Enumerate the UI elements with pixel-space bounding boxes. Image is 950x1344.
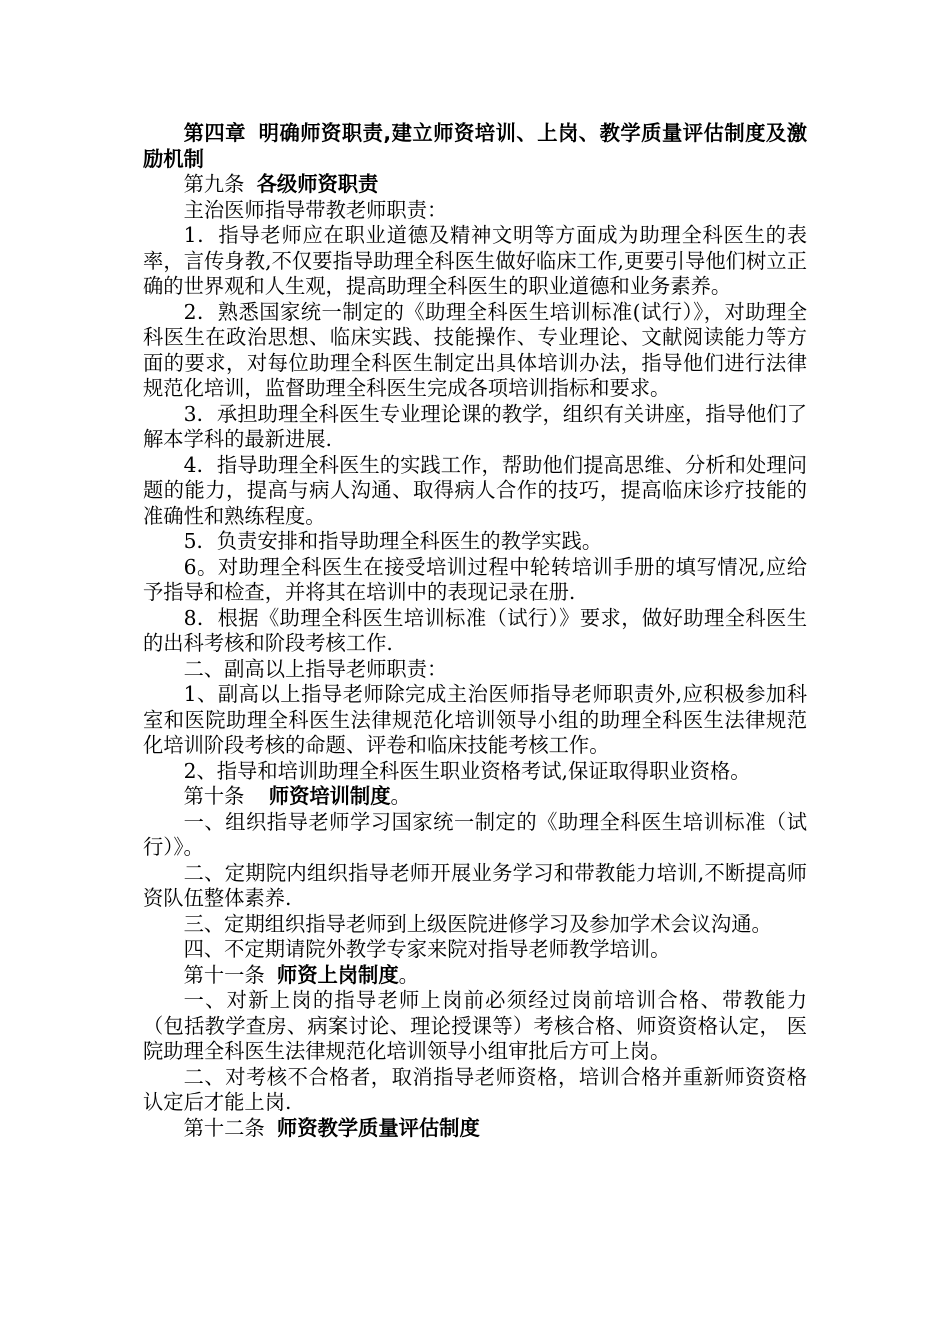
- article-title: 师资教学质量评估制度: [276, 1115, 480, 1140]
- article-title-end: 。: [398, 962, 419, 987]
- article-12-heading: [143, 1116, 807, 1142]
- article-number: 第十一条: [183, 962, 265, 987]
- paragraph: 1、副高以上指导老师除完成主治医师指导老师职责外,应积极参加科室和医院助理全科医生法律规范化培训领导小组的助理全科医生法律规范化培训阶段考核的命题、评卷和临床技能考核工作。: [143, 682, 807, 757]
- article-10-heading: [143, 784, 807, 810]
- paragraph: 四、不定期请院外教学专家来院对指导老师教学培训。: [183, 937, 671, 961]
- paragraph: 二、对考核不合格者，取消指导老师资格，培训合格并重新师资资格认定后才能上岗.: [143, 1064, 807, 1114]
- paragraph: 三、定期组织指导老师到上级医院进修学习及参加学术会议沟通。: [183, 911, 772, 936]
- paragraph: 2．熟悉国家统一制定的《助理全科医生培训标准(试行）》，对助理全科医生在政治思想、临床实践、技能操作、专业理论、文献阅读能力等方面的要求，对每位助理全科医生制定出具体培训办法，指导他们进行法律规范化培训，监督助理全科医生完成各项培训指标和要求。: [143, 299, 807, 400]
- paragraph: 1．指导老师应在职业道德及精神文明等方面成为助理全科医生的表率，言传身教,不仅要指导助理全科医生做好临床工作,更要引导他们树立正确的世界观和人生观，提高助理全科医生的职业道德和业务素养。: [143, 223, 807, 298]
- article-9-heading: [143, 172, 807, 198]
- paragraph: 2、指导和培训助理全科医生职业资格考试,保证取得职业资格。: [183, 758, 751, 783]
- article-number: 第十二条: [183, 1115, 265, 1140]
- paragraph: 6。对助理全科医生在接受培训过程中轮转培训手册的填写情况,应给予指导和检查，并将其在培训中的表现记录在册.: [143, 554, 807, 604]
- article-11-heading: [143, 963, 807, 989]
- paragraph: 3．承担助理全科医生专业理论课的教学，组织有关讲座，指导他们了解本学科的最新进展.: [143, 401, 807, 451]
- article-title: 师资培训制度: [268, 784, 391, 808]
- article-number: 第十条: [183, 784, 245, 808]
- paragraph: 4．指导助理全科医生的实践工作，帮助他们提高思维、分析和处理问题的能力，提高与病人沟通、取得病人合作的技巧，提高临床诊疗技能的准确性和熟练程度。: [143, 452, 807, 528]
- paragraph: 一、组织指导老师学习国家统一制定的《助理全科医生培训标准（试行）》。: [143, 809, 807, 859]
- section-heading: 二、副高以上指导老师职责：: [183, 656, 448, 681]
- paragraph: 5．负责安排和指导助理全科医生的教学实践。: [183, 529, 603, 553]
- article-title-end: 。: [390, 784, 411, 808]
- article-number: 第九条: [183, 172, 245, 196]
- paragraph: 二、定期院内组织指导老师开展业务学习和带教能力培训,不断提高师资队伍整体素养.: [143, 860, 807, 910]
- paragraph: 一、对新上岗的指导老师上岗前必须经过岗前培训合格、带教能力（包括教学查房、病案讨论、理论授课等）考核合格、师资资格认定， 医院助理全科医生法律规范化培训领导小组审批后方可上岗。: [143, 988, 807, 1063]
- chapter-number: 第四章: [183, 121, 246, 145]
- article-title: 各级师资职责: [256, 172, 379, 196]
- paragraph: 8．根据《助理全科医生培训标准（试行）》要求，做好助理全科医生的出科考核和阶段考核工作.: [143, 605, 807, 655]
- article-title: 师资上岗制度: [276, 962, 399, 987]
- chapter-title: 明确师资职责,建立师资培训、上岗、教学质量评估制度及激励机制: [143, 121, 807, 171]
- document-body: [143, 121, 807, 1141]
- chapter-heading: [143, 121, 807, 172]
- section-heading: 主治医师指导带教老师职责：: [183, 197, 448, 222]
